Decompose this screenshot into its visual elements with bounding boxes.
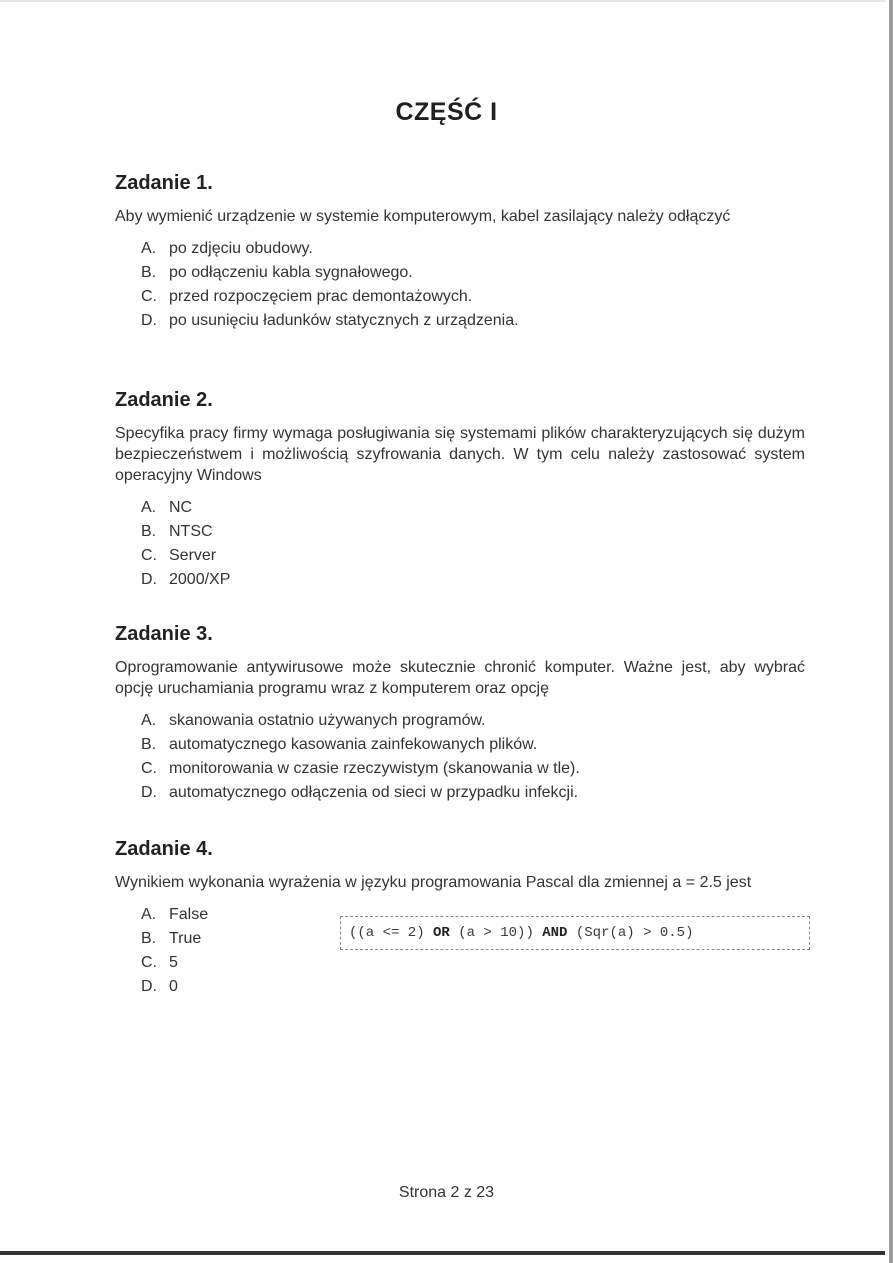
answer-text: Server [169, 547, 217, 564]
answer-text: monitorowania w czasie rzeczywistym (skanowania w tle). [169, 760, 580, 777]
answer-text: False [169, 906, 209, 923]
task-title: Zadanie 3. [115, 623, 213, 645]
answer-list [115, 709, 805, 805]
task-1 [115, 172, 805, 333]
task-question: Wynikiem wykonania wyrażenia w języku programowania Pascal dla zmiennej a = 2.5 jest [115, 874, 752, 891]
answer-option [141, 709, 805, 733]
answer-letter: B. [141, 264, 157, 281]
answer-letter: C. [141, 954, 157, 971]
answer-option [141, 733, 805, 757]
code-part: ((a <= 2) [349, 925, 434, 941]
answer-text: przed rozpoczęciem prac demontażowych. [169, 288, 473, 305]
task-title: Zadanie 2. [115, 389, 213, 411]
answer-list [115, 496, 805, 592]
answer-option [141, 568, 805, 592]
task-question: Oprogramowanie antywirusowe może skutecznie chronić komputer. Ważne jest, aby wybrać opcję uruchamiania programu wraz z komputerem oraz opcję [115, 659, 805, 697]
bottom-divider [0, 1251, 885, 1255]
answer-option [141, 951, 805, 975]
answer-letter: A. [141, 240, 157, 257]
answer-text: po zdjęciu obudowy. [169, 240, 313, 257]
answer-letter: C. [141, 288, 157, 305]
answer-letter: B. [141, 523, 157, 540]
answer-option [141, 261, 805, 285]
task-question: Specyfika pracy firmy wymaga posługiwania się systemami plików charakteryzujących się dużym bezpieczeństwem i możliwością szyfrowania danych. W tym celu należy zastosować system operacyjny Windows [115, 425, 805, 484]
answer-option [141, 757, 805, 781]
code-part: (a > 10)) [449, 925, 543, 941]
answer-letter: A. [141, 499, 157, 516]
top-divider [0, 0, 885, 2]
answer-option [141, 975, 805, 999]
answer-text: automatycznego odłączenia od sieci w przypadku infekcji. [169, 784, 579, 801]
task-2 [115, 389, 805, 592]
answer-text: NC [169, 499, 193, 516]
task-title: Zadanie 1. [115, 172, 213, 194]
answer-option [141, 520, 805, 544]
task-question: Aby wymienić urządzenie w systemie komputerowym, kabel zasilający należy odłączyć [115, 208, 731, 225]
answer-text: True [169, 930, 202, 947]
answer-text: 0 [169, 978, 178, 995]
answer-text: po usunięciu ładunków statycznych z urządzenia. [169, 312, 519, 329]
answer-letter: C. [141, 760, 157, 777]
answer-text: po odłączeniu kabla sygnałowego. [169, 264, 413, 281]
answer-list [115, 237, 805, 333]
answer-letter: C. [141, 547, 157, 564]
answer-option [141, 544, 805, 568]
answer-text: 2000/XP [169, 571, 231, 588]
answer-letter: D. [141, 978, 157, 995]
answer-option [141, 496, 805, 520]
pascal-expression-box [340, 916, 810, 950]
answer-option [141, 285, 805, 309]
answer-option [141, 309, 805, 333]
answer-letter: D. [141, 784, 157, 801]
keyword-or: OR [433, 925, 450, 941]
answer-option [141, 237, 805, 261]
task-3 [115, 623, 805, 805]
answer-text: skanowania ostatnio używanych programów. [169, 712, 486, 729]
answer-text: NTSC [169, 523, 213, 540]
keyword-and: AND [542, 925, 568, 941]
answer-letter: B. [141, 736, 157, 753]
page-number: Strona 2 z 23 [398, 1184, 495, 1201]
answer-text: 5 [169, 954, 178, 971]
answer-letter: A. [141, 906, 157, 923]
answer-letter: B. [141, 930, 157, 947]
answer-option [141, 781, 805, 805]
answer-letter: A. [141, 712, 157, 729]
answer-text: automatycznego kasowania zainfekowanych plików. [169, 736, 538, 753]
answer-letter: D. [141, 571, 157, 588]
code-part: (Sqr(a) > 0.5) [567, 925, 694, 941]
answer-letter: D. [141, 312, 157, 329]
part-title: CZĘŚĆ I [395, 98, 498, 126]
task-title: Zadanie 4. [115, 838, 213, 860]
